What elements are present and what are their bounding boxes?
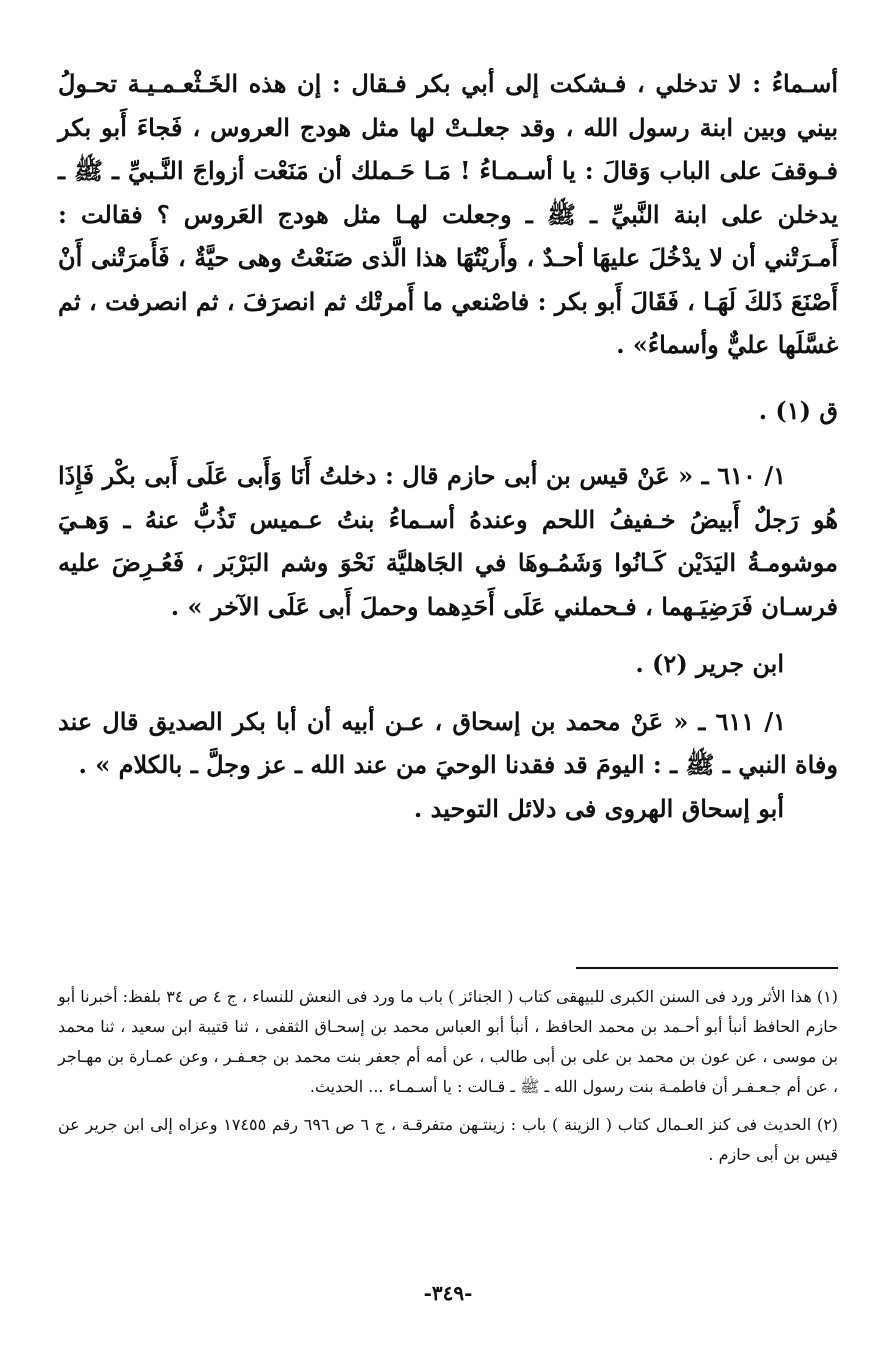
main-text	[58, 62, 838, 830]
footnote-1: (١) هذا الأثر ورد فى السنن الكبرى للبيهقى كتاب ( الجنائز ) باب ما ورد فى النعش للنساء ، ج ٤ ص ٣٤ بلفظ: أخبرنا أبو حازم الحافظ أنبأ أبو أحـمد بن محمد الحافظ ، أنبأ أبو العباس محمد بن إسحـاق الثقفى ، ثنا قتيبة ابن سعيد ، ثنا محمد بن موسى ، عن عون بن محمد بن على بن أبى طالب ، عن أمه أم جعفر بنت محمد بن جعـفـر ، وعن عمـارة بن مهـاجر ، عن أم جـعـفـر أن فاطمـة بنت رسول الله ـ ﷺ ـ قـالت : يا أسـمـاء ... الحديث.	[58, 987, 838, 1096]
page-number: -٣٤٩-	[423, 1281, 473, 1305]
source-reference-3: أبو إسحاق الهروى فى دلائل التوحيد .	[413, 793, 784, 823]
paragraph-asma-story: أسـماءُ : لا تدخلي ، فـشكت إلى أبي بكر فـقال : إن هذه الخَـثْعـمـيـة تحـولُ بيني وبين ابنة رسول الله ، وقد جعلـتْ لها مثل هودج العروس ، فَجاءَ أَبو بكر فـوقفَ على الباب وَقالَ : يا أسـمـاءُ ! مَـا حَـملك أن مَنَعْت أزواجَ النَّـبيِّ ـ ﷺ ـ يدخلن على ابنة النَّبيِّ ـ ﷺ ـ وجعلت لهـا مثل هودج العَروس ؟ فقالت : أَمـرَتْني أن لا يدْخُلَ عليهَا أحـدٌ ، وأَريْتُهَا هذا الَّذى صَنَعْتُ وهى حيَّةٌ ، فَأَمرَتْنى أَنْ أَصْنَعَ ذَلكَ لَهَـا ، فَقَالَ أَبو بكر : فاصْنعي ما أَمرتْك ثم انصرَفَ ، ثم انصرفت ، ثم غسَّلَها عليٌّ وأسماءُ» .	[58, 69, 838, 359]
hadith-610: ١/ ٦١٠ ـ « عَنْ قيس بن أبى حازم قال : دخلتُ أَنَا وَأَبى عَلَى أَبى بكْر فَإِذَا هُو رَجلٌ أَبيضُ خـفيفُ اللحم وعندهُ أسـماءُ بنتُ عـميس تَذُبُّ عنهُ ـ وَهـيَ موشومـةُ اليَدَيْن كَـانُوا وَشَمُـوهَا في الجَاهليَّة نَحْوَ وشم البَرْبَر ، فَعُـرِضَ عليه فرسـان فَرَضِيَـهما ، فـحملني عَلَى أَحَدِهما وحملَ أَبى عَلَى الآخر » .	[58, 461, 838, 621]
footnote-separator	[576, 967, 838, 969]
source-reference-1: ق (١) .	[758, 395, 838, 425]
footnote-2: (٢) الحديث فى كنز العـمال كتاب ( الزينة ) باب : زينتـهن متفرقـة ، ج ٦ ص ٦٩٦ رقم ١٧٤٥٥ وعزاه إلى ابن جرير عن قيس بن أبى حازم .	[58, 1115, 839, 1164]
hadith-611: ١/ ٦١١ ـ « عَنْ محمد بن إسحاق ، عـن أبيه أن أبا بكر الصديق قال عند وفاة النبي ـ ﷺ ـ : اليومَ قد فقدنا الوحيَ من عند الله ـ عز وجلَّ ـ بالكلام » .	[58, 706, 838, 779]
footnotes	[58, 982, 838, 1170]
source-reference-2: ابن جرير (٢) .	[635, 649, 784, 678]
document-page	[58, 62, 838, 1332]
